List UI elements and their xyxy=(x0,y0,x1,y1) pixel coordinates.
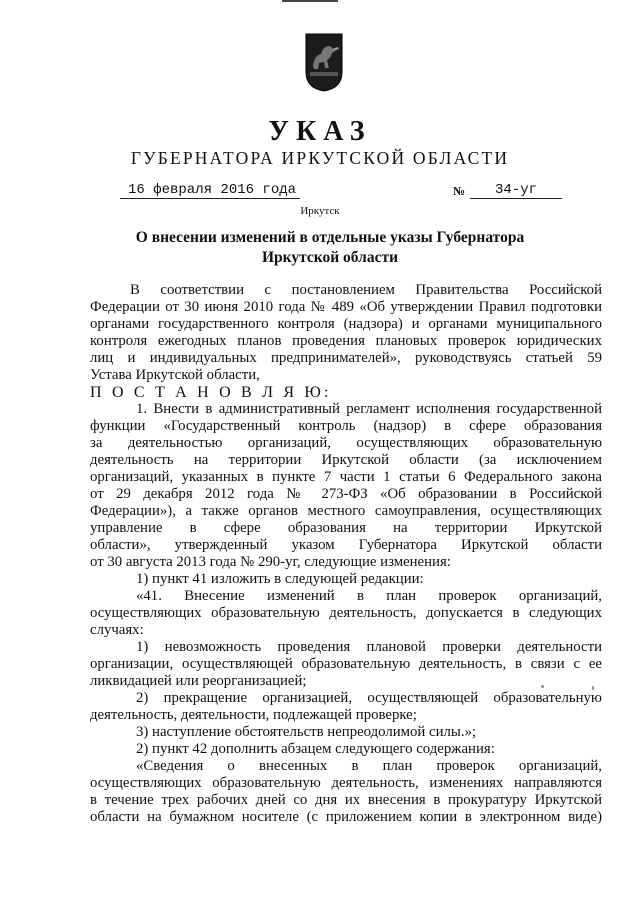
irkutsk-coat-of-arms-icon xyxy=(304,32,344,92)
body-text-line: 1. Внести в административный регламент исполнения государственной xyxy=(136,401,602,417)
body-text-line: Федерации от 30 июня 2010 года № 489 «Об утверждении Правил подготовки xyxy=(90,299,602,315)
body-text-line: области на бумажном носителе (с приложением копии в электронном виде) xyxy=(90,809,602,825)
document-body xyxy=(90,282,602,826)
body-text-line: «Сведения о внесенных в план проверок организаций, xyxy=(136,758,602,774)
body-text-line: Устава Иркутской области, xyxy=(90,367,260,383)
body-text-line: 3) наступление обстоятельств непреодолимой силы.»; xyxy=(136,724,477,740)
body-text-line: организации, осуществляющей образовательную деятельность, в связи с ее xyxy=(90,656,602,672)
document-number-label: № xyxy=(453,184,466,198)
document-date: 16 февраля 2016 года xyxy=(120,182,300,199)
body-text-line: функции «Государственный контроль (надзор) в сфере образования xyxy=(90,418,602,434)
body-text-line: области», утвержденный указом Губернатора Иркутской области xyxy=(90,537,602,553)
document-heading-line: Иркутской области xyxy=(261,249,399,266)
document-city: Иркутск xyxy=(300,205,340,217)
body-text-line: органами государственного контроля (надзора) и органами муниципального xyxy=(90,316,602,332)
body-text-line: ликвидацией или реорганизацией; xyxy=(90,673,307,689)
body-text-line: 1) пункт 41 изложить в следующей редакции: xyxy=(136,571,424,587)
body-text-line: управление в сфере образования на территории Иркутской xyxy=(90,520,602,536)
scan-mark xyxy=(282,0,338,2)
body-text-line: за деятельностью организаций, осуществляющих образовательную xyxy=(90,435,602,451)
body-text-line: контроля ежегодных планов проведения плановых проверок юридических xyxy=(90,333,602,349)
document-number: 34-уг xyxy=(470,182,562,199)
body-text-line: в течение трех рабочих дней со дня их внесения в прокуратуру Иркутской xyxy=(90,792,602,808)
body-text-line: В соответствии с постановлением Правительства Российской xyxy=(130,282,602,298)
body-text-line: осуществляющих образовательную деятельность, допускается в следующих xyxy=(90,605,602,621)
document-title: УКАЗ xyxy=(268,116,372,147)
document-subtitle: ГУБЕРНАТОРА ИРКУТСКОЙ ОБЛАСТИ xyxy=(130,148,510,168)
document-heading-line: О внесении изменений в отдельные указы Губернатора xyxy=(135,229,525,246)
body-text-line: 2) прекращение организацией, осуществляющей образовательную xyxy=(136,690,602,706)
body-text-line: осуществляющих образовательную деятельность, изменениях направляются xyxy=(90,775,602,791)
body-text-line: лиц и индивидуальных предпринимателей», руководствуясь статьей 59 xyxy=(90,350,602,366)
body-text-line: случаях: xyxy=(90,622,144,638)
body-text-line: Федерации»), а также органов местного самоуправления, осуществляющих xyxy=(90,503,602,519)
document-heading xyxy=(80,228,580,268)
body-text-line: 1) невозможность проведения плановой проверки деятельности xyxy=(136,639,602,655)
body-text-line: от 29 декабря 2012 года № 273-ФЗ «Об образовании в Российской xyxy=(90,486,602,502)
body-text-line: «41. Внесение изменений в план проверок организаций, xyxy=(136,588,602,604)
body-text-line: деятельность на территории Иркутской области (за исключением xyxy=(90,452,602,468)
body-text-line: от 30 августа 2013 года № 290-уг, следующие изменения: xyxy=(90,554,451,570)
resolution-keyword: П О С Т А Н О В Л Я Ю: xyxy=(90,384,332,401)
body-text-line: организаций, указанных в пункте 7 части 1 статьи 6 Федерального закона xyxy=(90,469,602,485)
scan-speck xyxy=(541,685,544,688)
scan-speck xyxy=(592,686,594,690)
body-text-line: деятельность, деятельности, подлежащей проверке; xyxy=(90,707,417,723)
body-text-line: 2) пункт 42 дополнить абзацем следующего содержания: xyxy=(136,741,495,757)
